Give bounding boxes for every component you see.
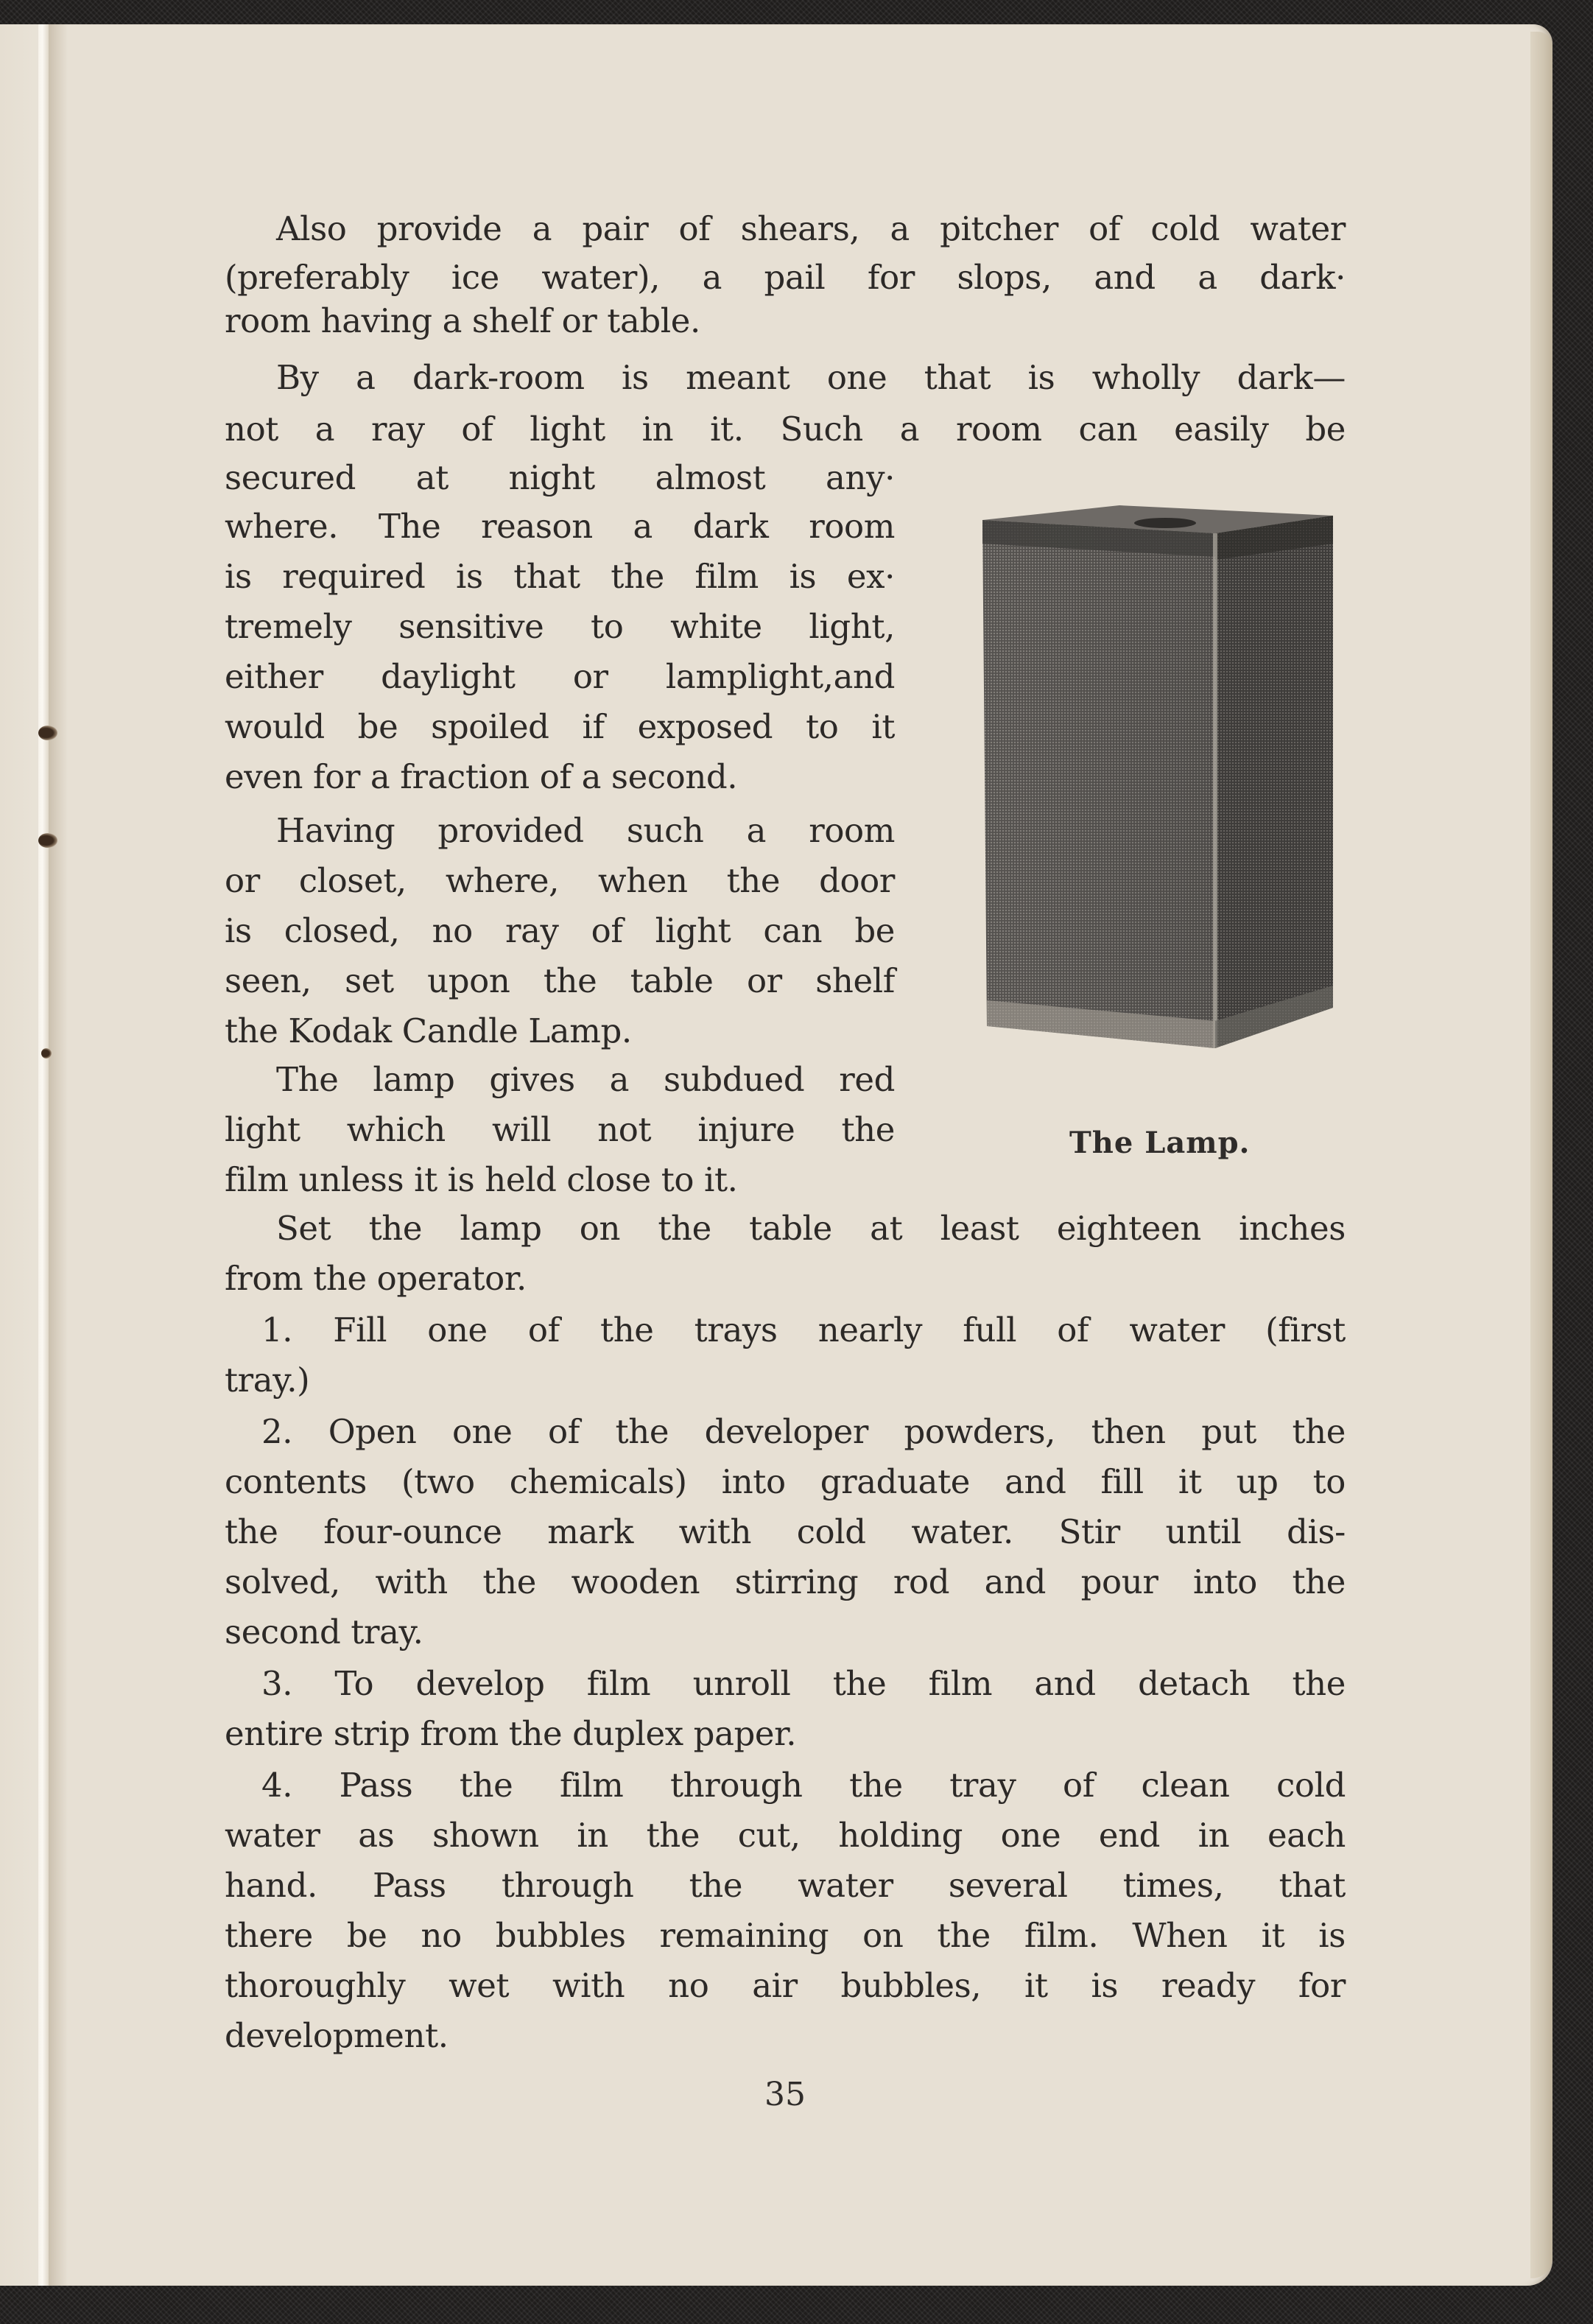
text-line: entire strip from the duplex paper. (225, 1714, 797, 1753)
staple-hole-icon (38, 726, 57, 740)
text-line: room having a shelf or table. (225, 301, 700, 340)
text-line: secured at night almost any· (225, 458, 895, 497)
text-line: hand. Pass through the water several times, that (225, 1866, 1346, 1905)
lamp-vent-hole (1134, 518, 1196, 528)
gutter-shadow (49, 24, 68, 2286)
text-line: The lamp gives a subdued red (276, 1060, 895, 1099)
text-line: second tray. (225, 1612, 423, 1651)
text-line: Set the lamp on the table at least eighteen inches (276, 1209, 1346, 1248)
text-line: either daylight or lamplight,and (225, 657, 895, 696)
text-line: from the operator. (225, 1259, 527, 1298)
lamp-illustration (972, 499, 1340, 1074)
text-line: tray.) (225, 1361, 310, 1400)
text-line: is closed, no ray of light can be (225, 911, 895, 950)
staple-hole-icon (38, 833, 57, 848)
text-line: even for a fraction of a second. (225, 757, 738, 796)
text-line: or closet, where, when the door (225, 861, 895, 900)
text-line: solved, with the wooden stirring rod and pour into the (225, 1562, 1346, 1601)
staple-hole-icon (41, 1048, 52, 1059)
text-line: contents (two chemicals) into graduate and fill it up to (225, 1462, 1346, 1501)
text-line: By a dark-room is meant one that is wholly dark— (276, 358, 1346, 397)
text-line: seen, set upon the table or shelf (225, 961, 895, 1000)
text-line: the Kodak Candle Lamp. (225, 1011, 632, 1050)
text-line: is required is that the film is ex· (225, 557, 895, 596)
text-line: light which will not injure the (225, 1110, 895, 1149)
text-line: 4. Pass the film through the tray of clean cold (261, 1766, 1346, 1805)
text-line: (preferably ice water), a pail for slops, and a dark· (225, 258, 1346, 297)
text-line: there be no bubbles remaining on the film. When it is (225, 1916, 1346, 1955)
text-line: Having provided such a room (276, 811, 895, 850)
gutter-fold (38, 24, 49, 2286)
text-line: film unless it is held close to it. (225, 1160, 738, 1199)
text-line: thoroughly wet with no air bubbles, it is ready for (225, 1966, 1346, 2005)
text-line: the four-ounce mark with cold water. Stir until dis- (225, 1512, 1346, 1551)
text-line: Also provide a pair of shears, a pitcher of cold water (276, 209, 1346, 248)
text-line: where. The reason a dark room (225, 507, 895, 546)
figure-caption: The Lamp. (1069, 1126, 1251, 1160)
text-line: would be spoiled if exposed to it (225, 707, 895, 746)
text-line: development. (225, 2016, 449, 2055)
text-line: not a ray of light in it. Such a room can easily be (225, 410, 1346, 449)
page-number: 35 (764, 2076, 806, 2113)
lamp-side-face (1215, 516, 1333, 1048)
page-stack-edge (1530, 32, 1552, 2278)
text-line: 3. To develop film unroll the film and detach the (261, 1664, 1346, 1703)
text-line: 1. Fill one of the trays nearly full of water (first (261, 1310, 1346, 1349)
text-line: tremely sensitive to white light, (225, 607, 895, 646)
text-line: water as shown in the cut, holding one end in each (225, 1816, 1346, 1855)
text-line: 2. Open one of the developer powders, then put the (261, 1412, 1346, 1451)
